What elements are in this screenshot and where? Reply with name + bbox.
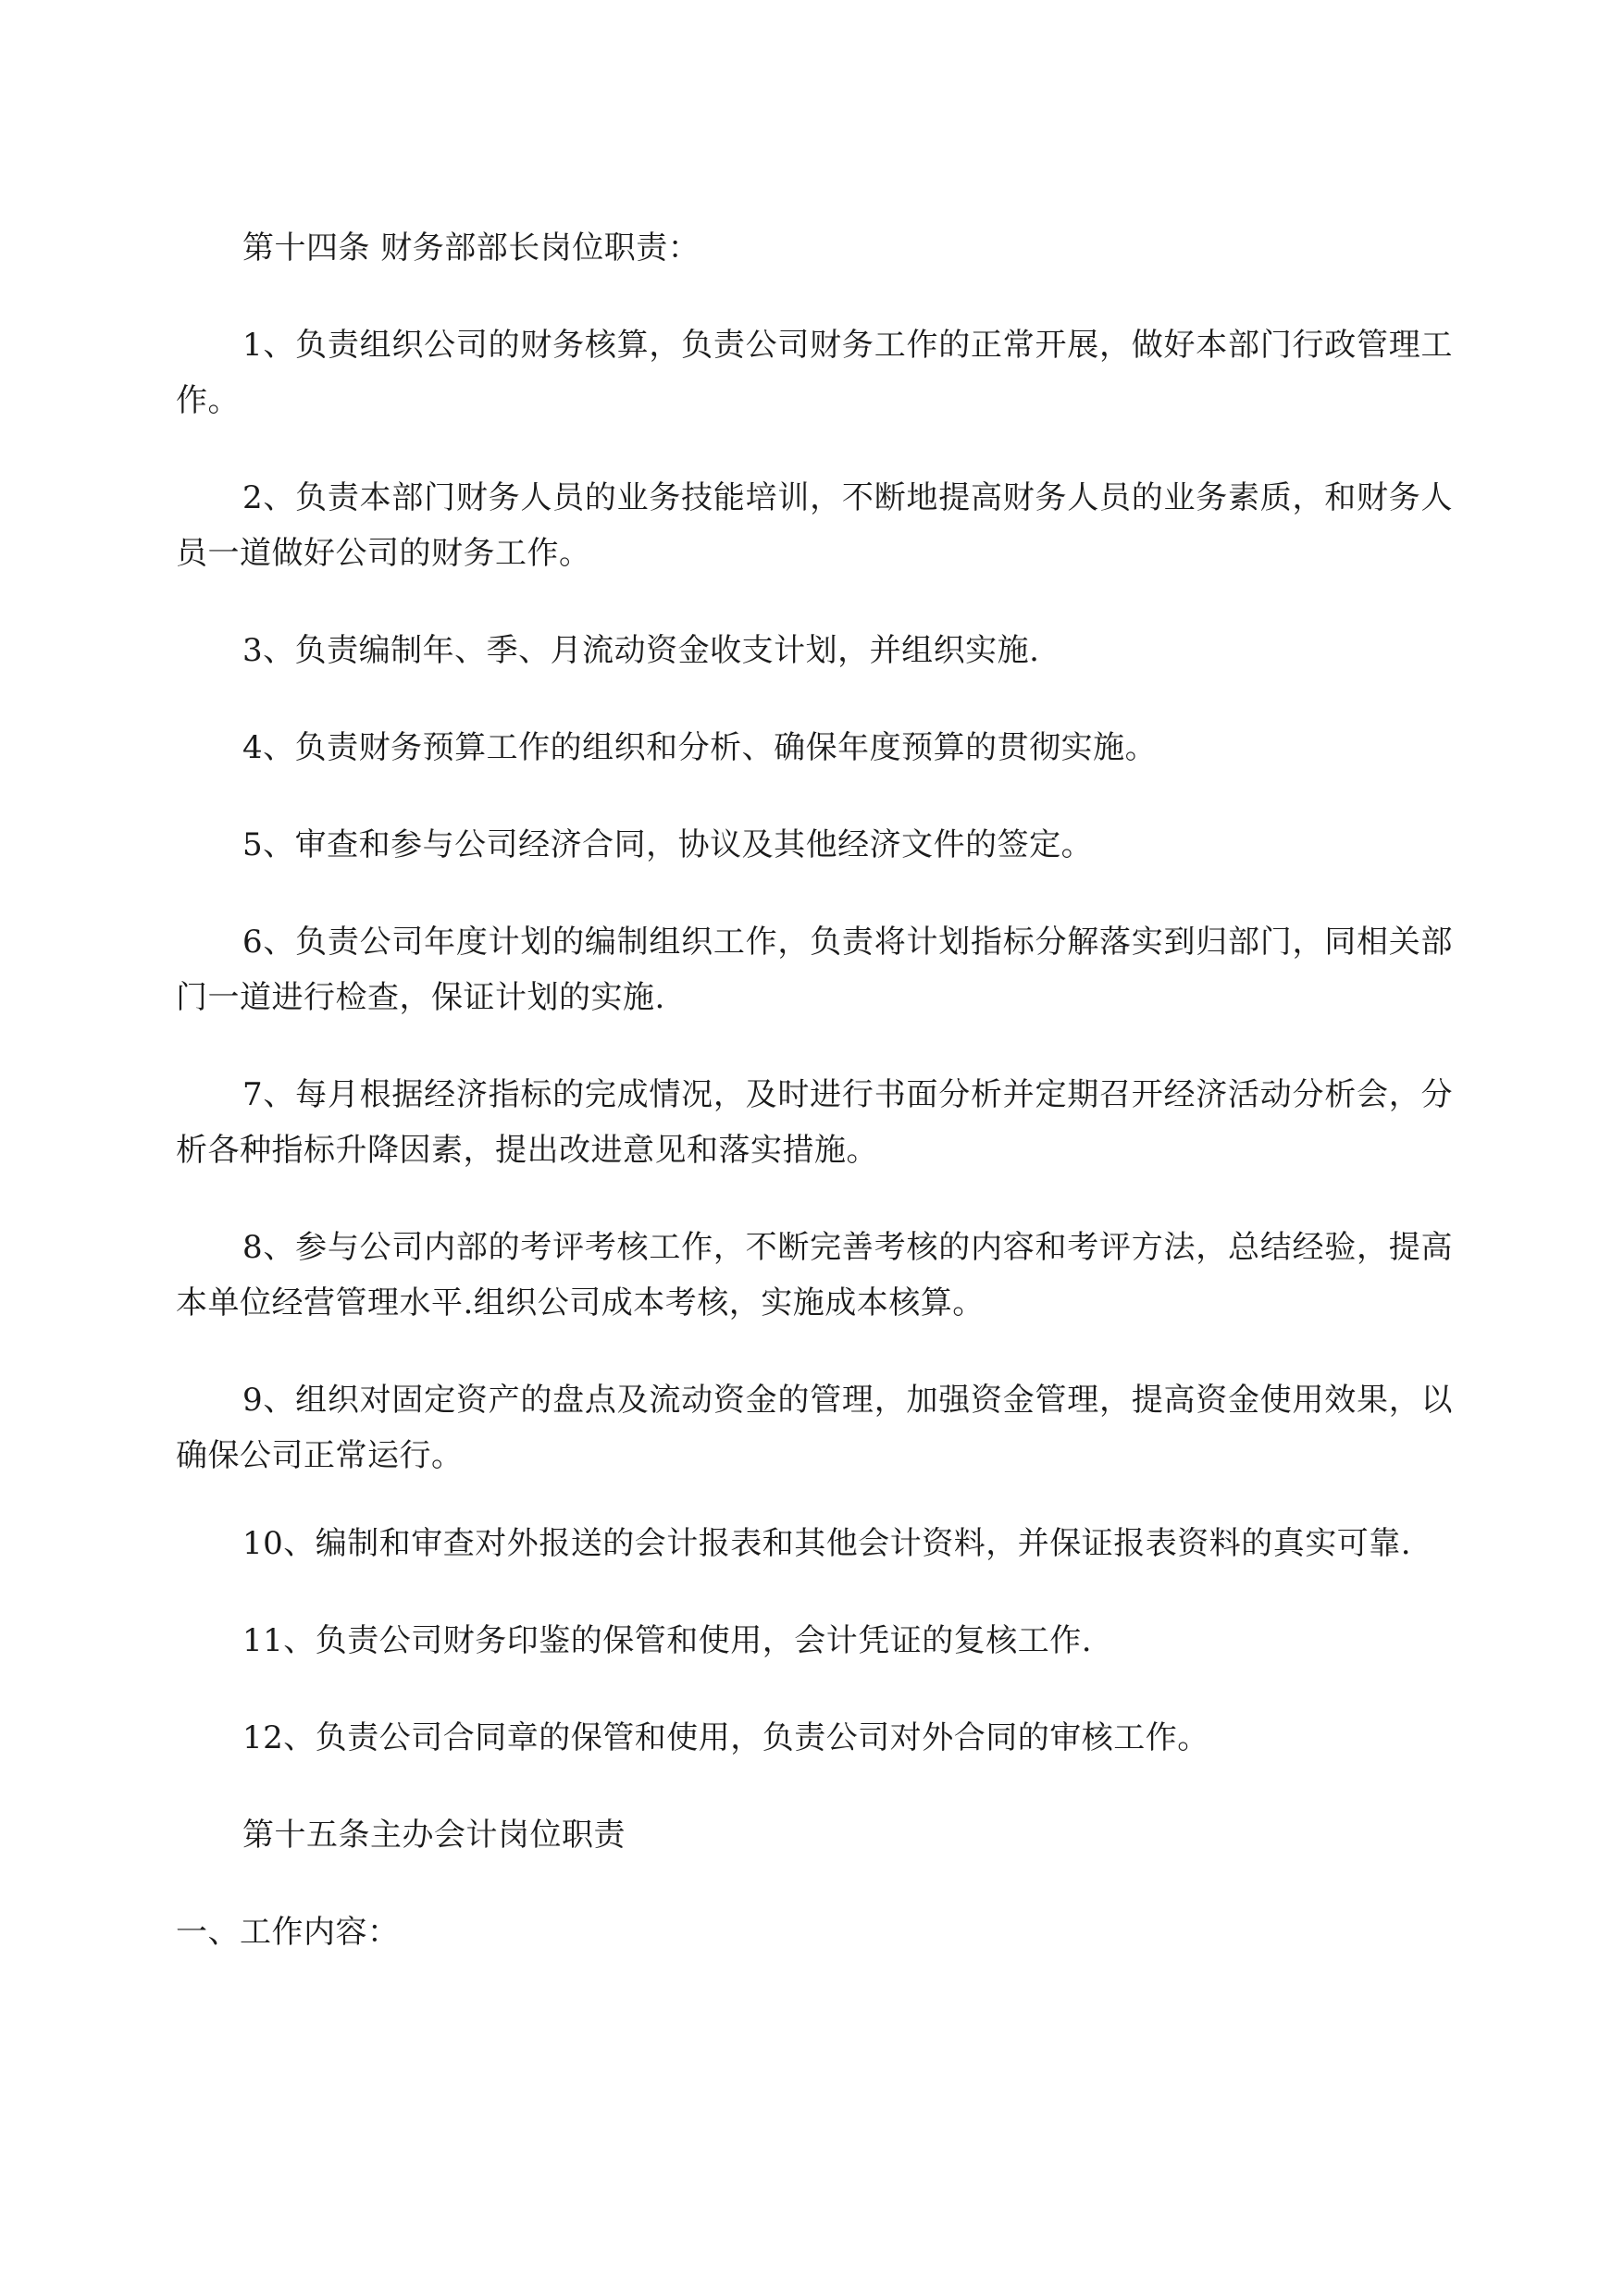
duty-item-10: 10、编制和审查对外报送的会计报表和其他会计资料，并保证报表资料的真实可靠. bbox=[242, 1525, 1412, 1562]
duty-item-8: 8、参与公司内部的考评考核工作，不断完善考核的内容和考评方法，总结经验，提高本单位经营管理水平.组织公司成本考核，实施成本核算。 bbox=[176, 1229, 1453, 1321]
duty-item-11: 11、负责公司财务印鉴的保管和使用，会计凭证的复核工作. bbox=[242, 1622, 1093, 1659]
duty-item-3: 3、负责编制年、季、月流动资金收支计划，并组织实施. bbox=[242, 632, 1040, 669]
duty-item-5: 5、审查和参与公司经济合同，协议及其他经济文件的签定。 bbox=[242, 826, 1094, 863]
article-15-heading: 第十五条主办会计岗位职责 bbox=[242, 1817, 626, 1854]
article-14-heading: 第十四条 财务部部长岗位职责： bbox=[242, 230, 700, 267]
duty-item-2: 2、负责本部门财务人员的业务技能培训，不断地提高财务人员的业务素质，和财务人员一道做好公司的财务工作。 bbox=[176, 479, 1453, 572]
duty-item-4: 4、负责财务预算工作的组织和分析、确保年度预算的贯彻实施。 bbox=[242, 729, 1158, 766]
duty-item-12: 12、负责公司合同章的保管和使用，负责公司对外合同的审核工作。 bbox=[242, 1719, 1209, 1756]
duty-item-1: 1、负责组织公司的财务核算，负责公司财务工作的正常开展，做好本部门行政管理工作。 bbox=[176, 327, 1453, 419]
duty-item-6: 6、负责公司年度计划的编制组织工作，负责将计划指标分解落实到归部门，同相关部门一道进行检查，保证计划的实施. bbox=[176, 924, 1453, 1016]
duty-item-7: 7、每月根据经济指标的完成情况，及时进行书面分析并定期召开经济活动分析会，分析各种指标升降因素，提出改进意见和落实措施。 bbox=[176, 1076, 1453, 1169]
duty-item-9: 9、组织对固定资产的盘点及流动资金的管理，加强资金管理，提高资金使用效果，以确保公司正常运行。 bbox=[176, 1382, 1453, 1474]
document-body bbox=[176, 220, 1453, 2002]
section-heading-work-content: 一、工作内容： bbox=[176, 1914, 400, 1951]
